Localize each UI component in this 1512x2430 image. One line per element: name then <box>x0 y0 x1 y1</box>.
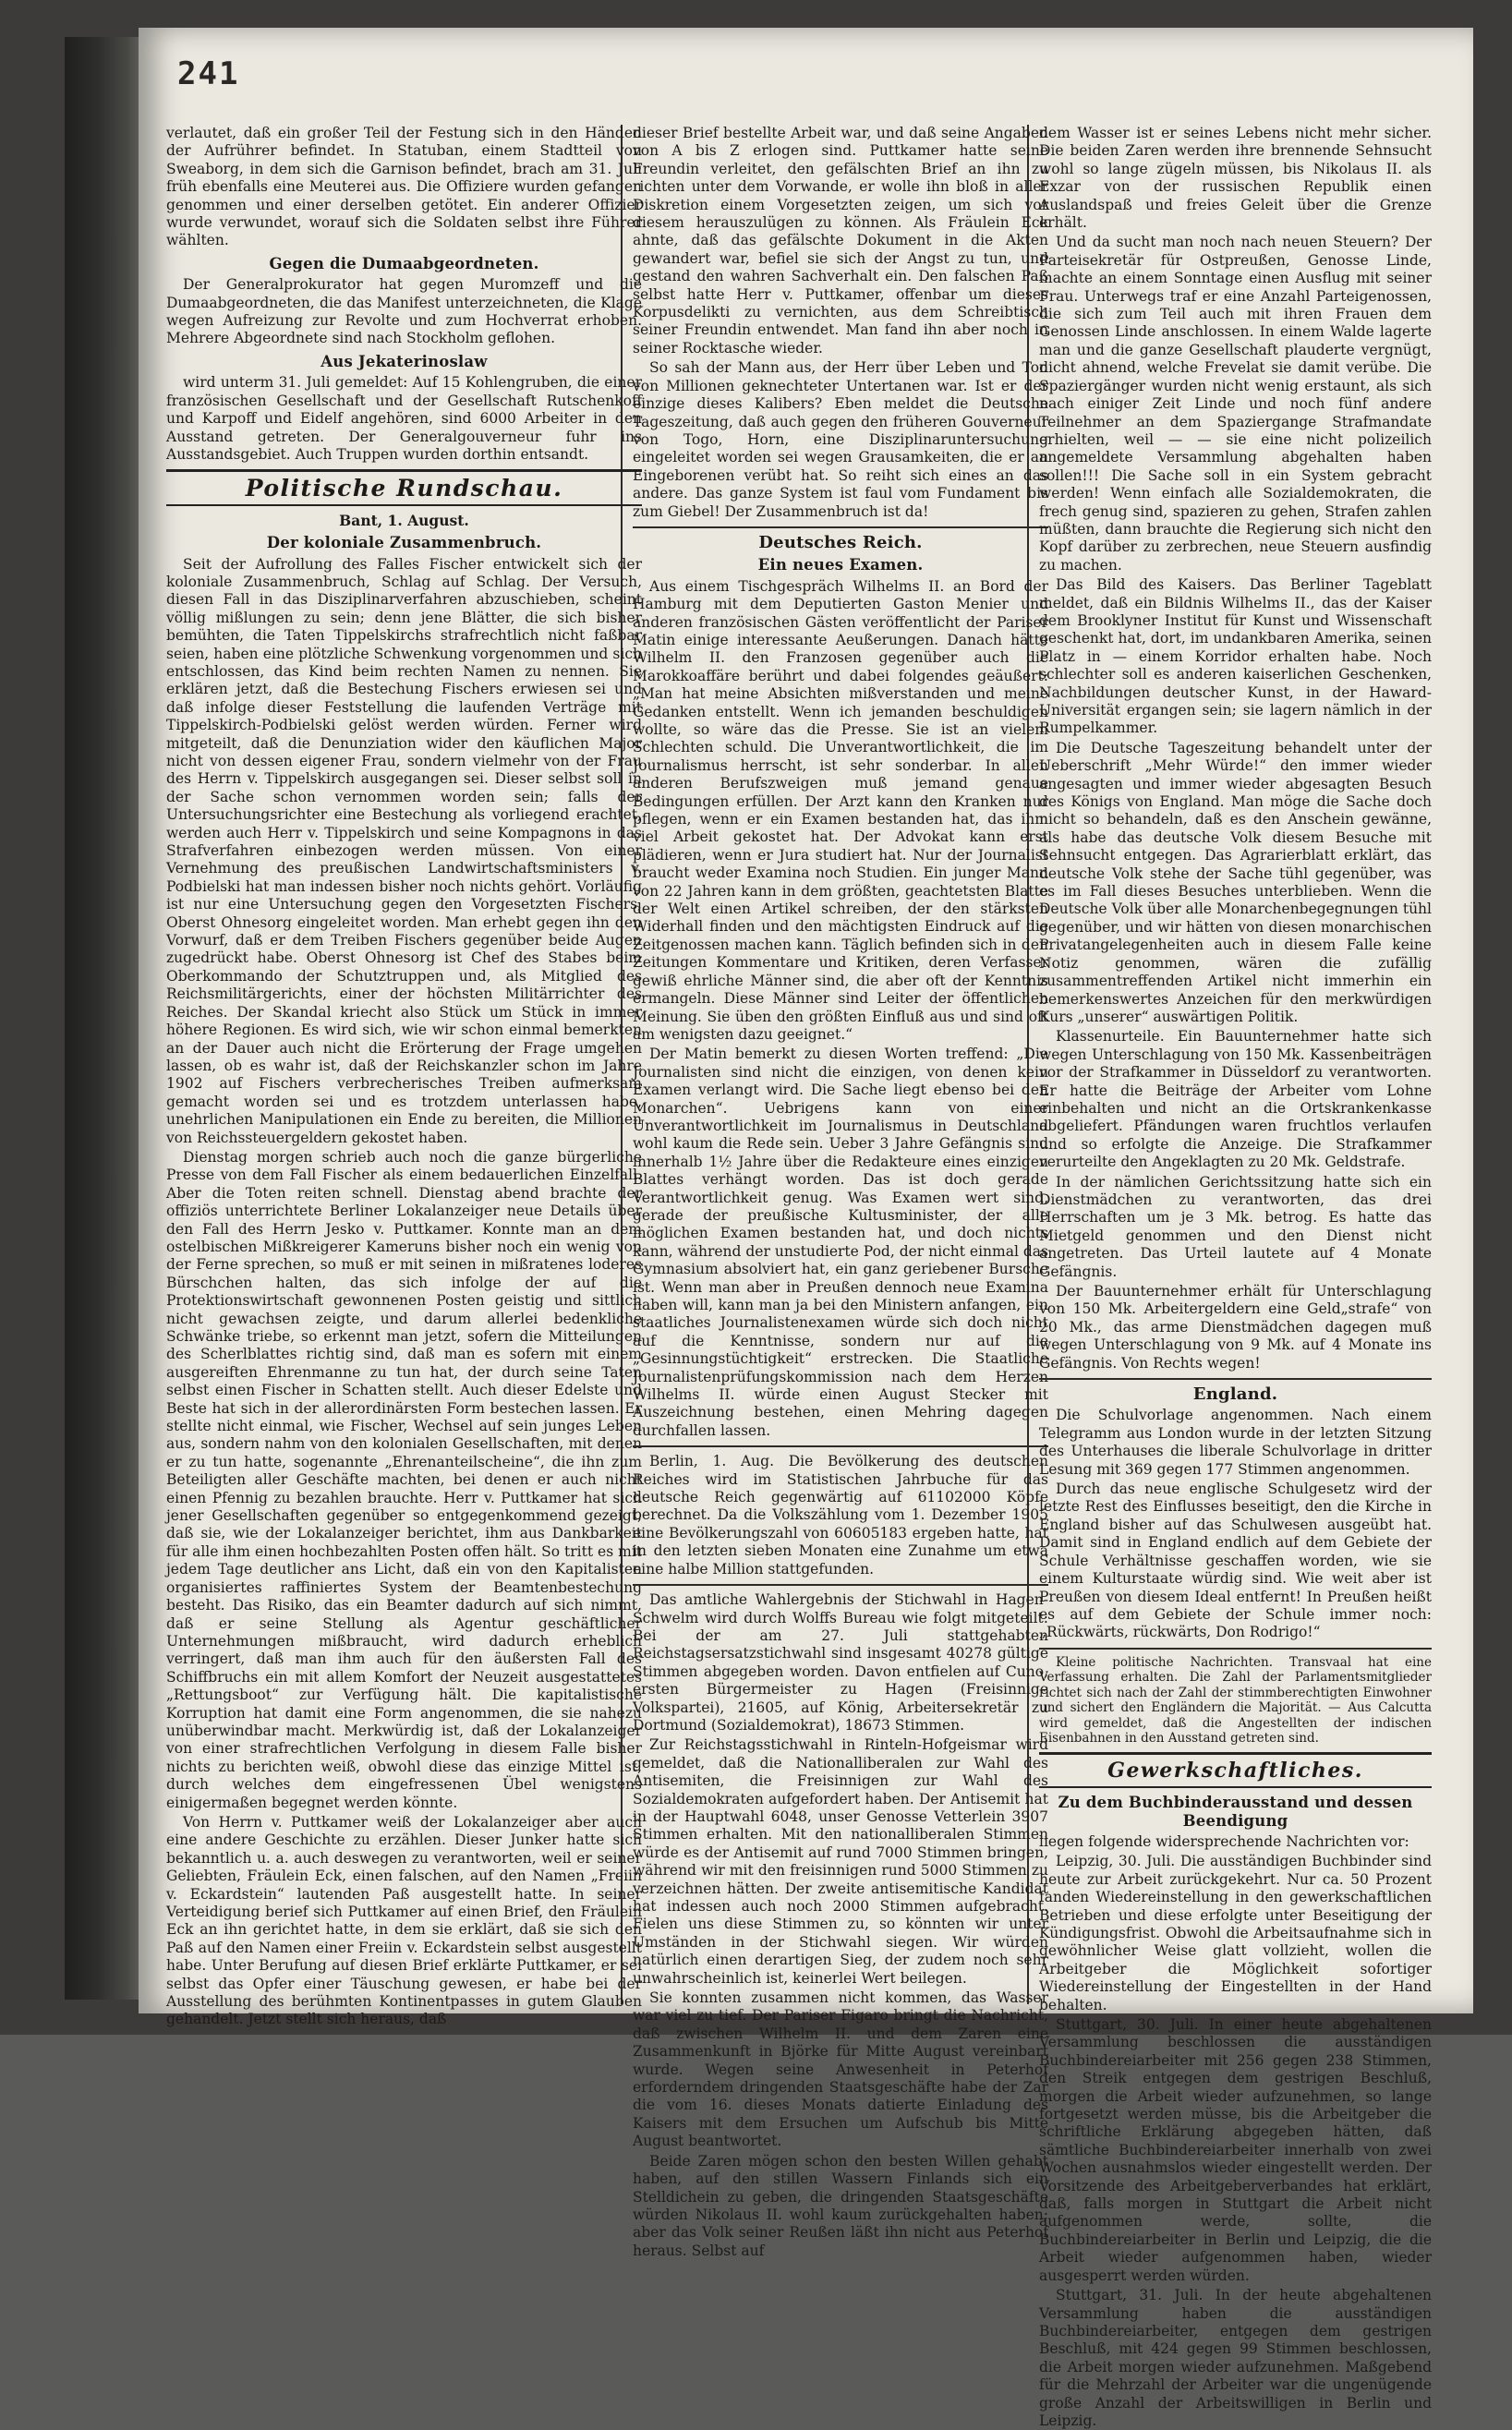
section-header-box <box>166 469 642 505</box>
article-paragraph: verlautet, daß ein großer Teil der Festung sich in den Händen der Aufrührer befindet. In Statuban, einem Stadtteil von Sweaborg, in dem sich die Garnison befindet, brach am 31. Juli früh ebenfalls eine Meuterei aus. Die Offiziere wurden gefangen genommen und einer derselben getötet. Ein anderer Offizier wurde verwundet, worauf sich die Soldaten selbst ihre Führer wählten. <box>166 125 642 249</box>
article-paragraph: In der nämlichen Gerichtssitzung hatte sich ein Dienstmädchen zu verantworten, das drei Herrschaften um je 3 Mk. betrog. Es hatte das Mietgeld genommen und den Dienst nicht angetreten. Das Urteil lautete auf 4 Monate Gefängnis. <box>1039 1173 1432 1280</box>
article-paragraph: Sie konnten zusammen nicht kommen, das Wasser war viel zu tief. Der Pariser Figaro bringt die Nachricht, daß zwischen Wilhelm II. und dem Zaren eine Zusammenkunft in Björke für Mitte August vereinbart wurde. Wegen seine Anwesenheit in Peterhof erforderndem dringenden Staatsgeschäfte habe der Zar die vom 16. dieses Monats datierte Einladung des Kaisers mit dem Ersuchen um Aufschub bis Mitte August beantwortet. <box>633 1989 1048 2150</box>
column-3 <box>1039 125 1432 2429</box>
article-paragraph: Das amtliche Wahlergebnis der Stichwahl in Hagen-Schwelm wird durch Wolffs Bureau wie folgt mitgeteilt: Bei der am 27. Juli stattgehabten Reichstagsersatzstichwahl sind insgesamt 40278 gültige Stimmen abgegeben worden. Davon entfielen auf Cuno, ersten Bürgermeister zu Hagen (Freisinnige Volkspartei), 21605, auf König, Arbeitersekretär zu Dortmund (Sozialdemokrat), 18673 Stimmen. <box>633 1591 1048 1734</box>
section-heading: England. <box>1192 1384 1278 1405</box>
newspaper-page <box>139 28 1473 2429</box>
article-paragraph: liegen folgende widersprechende Nachrichten vor: <box>1039 1832 1409 1850</box>
article-heading: Zu dem Buchbinderausstand und dessen Beendigung <box>1058 1794 1413 1830</box>
article-paragraph: Stuttgart, 31. Juli. In der heute abgehaltenen Versammlung haben die ausständigen Buchbindereiarbeiter, entgegen dem gestrigen Beschluß, mit 424 gegen 99 Stimmen beschlossen, die Arbeit morgen wieder aufzunehmen. Maßgebend für die Mehrzahl der Arbeiter war die ungenügende große Anzahl der Arbeitswilligen in Berlin und Leipzig. <box>1039 2287 1432 2429</box>
article-paragraph: dieser Brief bestellte Arbeit war, und daß seine Angaben von A bis Z erlogen sind. Puttkamer hatte seine Freundin verleitet, den gefälschten Brief an ihn zu richten unter dem Vorwande, er wolle ihn bloß in aller Diskretion einem Vorgesetzten zeigen, um sich vor diesem herauszulügen zu können. Als Fräulein Eck ahnte, daß das gefälschte Dokument in die Akten gewandert war, befiel sie sich der Angst zu tun, und gestand den wahren Sachverhalt ein. Den falschen Paß selbst hatte Herr v. Puttkamer, offenbar um dieses Korpusdelikti zu vernichten, aus dem Schreibtisch seiner Freundin entwendet. Man fand ihn aber noch in seiner Rocktasche wieder. <box>633 125 1048 357</box>
section-heading: Deutsches Reich. <box>758 532 923 552</box>
section-title: Gewerkschaftliches. <box>1107 1758 1363 1783</box>
article-paragraph: Klassenurteile. Ein Bauunternehmer hatte sich wegen Unterschlagung von 150 Mk. Kassenbeiträgen vor der Strafkammer in Düsseldorf zu verantworten. Er hatte die Beiträge der Arbeiter vom Lohne einbehalten und nicht an die Ortskrankenkasse abgeliefert. Pfändungen waren fruchtlos verlaufen und so erfolgte die Anzeige. Die Strafkammer verurteilte den Angeklagten zu 20 Mk. Geldstrafe. <box>1039 1028 1432 1171</box>
article-paragraph: Aus einem Tischgespräch Wilhelms II. an Bord der Hamburg mit dem Deputierten Gaston Menier und anderen französischen Gästen veröffentlicht der Pariser Matin einige interessante Aeußerungen. Danach hätte Wilhelm II. den Franzosen gegenüber auch die Marokkoaffäre berührt und dabei folgendes geäußert: „Man hat meine Absichten mißverstanden und meine Gedanken entstellt. Wenn ich jemanden beschuldigen wollte, so wäre das die Presse. Sie ist an vielem Schlechten schuld. Die Unverantwortlichkeit, die im Journalismus herrscht, ist sehr sonderbar. In allen anderen Berufszweigen muß jemand genaue Bedingungen erfüllen. Der Arzt kann den Kranken nur pflegen, wenn er ein Examen bestanden hat, das ihm viel Arbeit gekostet hat. Der Advokat kann erst plädieren, wenn er Jura studiert hat. Nur der Journalist braucht weder Examina noch Studien. Ein junger Mann von 22 Jahren kann in dem größten, geachtetsten Blatte der Welt einen Artikel schreiben, der den stärksten Widerhall finden und den mächtigsten Eindruck auf die Zeitgenossen machen kann. Täglich befinden sich in den Zeitungen Kommentare und Kritiken, deren Verfasser gewiß ehrliche Männer sind, die aber oft der Kenntnis ermangeln. Diese Männer sind Leiter der öffentlichen Meinung. Sie üben den größten Einfluß aus und sind oft am wenigsten dazu geeignet.“ <box>633 577 1048 1043</box>
article-paragraph: Berlin, 1. Aug. Die Bevölkerung des deutschen Reiches wird im Statistischen Jahrbuche für das deutsche Reich gegenwärtig auf 61102000 Köpfe berechnet. Da die Volkszählung vom 1. Dezember 1905 eine Bevölkerungszahl von 60605183 ergeben hatte, hat in den letzten sieben Monaten eine Zunahme um etwa eine halbe Million stattgefunden. <box>633 1453 1048 1578</box>
section-title: Politische Rundschau. <box>245 475 563 502</box>
article-paragraph: Kleine politische Nachrichten. Transvaal hat eine Verfassung erhalten. Die Zahl der Parlamentsmitglieder richtet sich nach der Zahl der stimmberechtigten Einwohner und sichert den Engländern die Majorität. — Aus Calcutta wird gemeldet, daß die Angestellten der indischen Eisenbahnen in den Ausstand getreten sind. <box>1039 1654 1432 1747</box>
article-heading: Aus Jekaterinoslaw <box>321 352 488 370</box>
divider <box>1039 1648 1432 1650</box>
article-paragraph: Die Deutsche Tageszeitung behandelt unter der Ueberschrift „Mehr Würde!“ den immer wieder angesagten und immer wieder abgesagten Besuch des Königs von England. Man möge die Sache doch nicht so behandeln, daß es den Anschein gewänne, als habe das deutsche Volk diesem Besuche mit Sehnsucht entgegen. Das Agrarierblatt erklärt, das deutsche Volk stehe der Sache tühl gegenüber, was es im Fall dieses Besuches unterblieben. Wenn die Deutsche Volk über alle Monarchenbegegnungen tühl gegenüber, und wir hätten von diesen monarchischen Privatangelegenheiten auch in diesem Falle keine Notiz genommen, wären die zufällig zusammentreffenden Artikel nicht immerhin ein bemerkenswertes Anzeichen für den merkwürdigen Kurs „unserer“ auswärtigen Politik. <box>1039 739 1432 1025</box>
column-1 <box>166 125 642 2028</box>
article-heading: Der koloniale Zusammenbruch. <box>266 534 542 552</box>
article-paragraph: Beide Zaren mögen schon den besten Willen gehabt haben, auf den stillen Wassern Finlands sich ein Stelldichein zu geben, die dringenden Staatsgeschäfte würden Nikolaus II. wohl kaum zurückgehalten haben; aber das Volk seiner Reußen läßt ihn nicht aus Peterhof heraus. Selbst auf <box>633 2152 1048 2259</box>
article-paragraph: wird unterm 31. Juli gemeldet: Auf 15 Kohlengruben, die einer französischen Gesellschaft und der Gesellschaft Rutschenkoff und Karpoff und Eidelf angehören, sind 6000 Arbeiter in den Ausstand getreten. Der Generalgouverneur fuhr ins Ausstandsgebiet. Auch Truppen wurden dorthin entsandt. <box>166 374 642 463</box>
article-paragraph: Leipzig, 30. Juli. Die ausständigen Buchbinder sind heute zur Arbeit zurückgekehrt. Nur ca. 50 Prozent fanden Wiedereinstellung in den gewerkschaftlichen Betrieben und diese erfolgte unter Beseitigung der Kündigungsfrist. Obwohl die Arbeitsaufnahme sich in gewöhnlicher Weise glatt vollzieht, wollen die Arbeitgeber die Möglichkeit sofortiger Wiedereinstellung der Eingestellten in der Hand behalten. <box>1039 1853 1432 2013</box>
divider <box>633 526 1048 528</box>
article-heading: Gegen die Dumaabgeordneten. <box>269 254 539 272</box>
article-paragraph: dem Wasser ist er seines Lebens nicht mehr sicher. Die beiden Zaren werden ihre brennende Sehnsucht wohl so lange zügeln müssen, bis Nikolaus II. als Exzar von der russischen Republik einen Auslandspaß und freies Geleit über die Grenze erhält. <box>1039 125 1432 232</box>
divider <box>1039 1378 1432 1380</box>
book-binding <box>65 37 148 2000</box>
article-paragraph: Zur Reichstagsstichwahl in Rinteln-Hofgeismar wird gemeldet, daß die Nationalliberalen zur Wahl des Antisemiten, die Freisinnigen zur Wahl des Sozialdemokraten aufgefordert haben. Der Antisemit hat in der Hauptwahl 6048, unser Genosse Vetterlein 3907 Stimmen erhalten. Mit den nationalliberalen Stimmen würde es der Antisemit auf rund 7000 Stimmen bringen, während wir mit den freisinnigen rund 5000 Stimmen zu verzeichnen hätten. Der zweite antisemitische Kandidat hat indessen auch noch 2000 Stimmen aufgebracht. Fielen uns diese Stimmen zu, so könnten wir unter Umständen in der Stichwahl siegen. Wir würden natürlich einen derartigen Sieg, der zudem noch sehr unwahrscheinlich ist, keinerlei Wert beilegen. <box>633 1736 1048 1987</box>
section-header-box <box>1039 1752 1432 1788</box>
article-paragraph: Durch das neue englische Schulgesetz wird der letzte Rest des Einflusses beseitigt, den die Kirche in England bisher auf das Schulwesen ausgeübt hat. Damit sind in England endlich auf dem Gebiete der Schule Verhältnisse geschaffen worden, wie sie einem Kulturstaate würdig sind. Wie weit aber ist Preußen von diesem Ideal entfernt! In Preußen heißt es auf dem Gebiete der Schule immer noch: „Rückwärts, rückwärts, Don Rodrigo!“ <box>1039 1481 1432 1641</box>
page-number: 241 <box>177 55 240 92</box>
article-paragraph: Das Bild des Kaisers. Das Berliner Tageblatt meldet, daß ein Bildnis Wilhelms II., das der Kaiser dem Brooklyner Institut für Kunst und Wissenschaft geschenkt hat, dort, im undankbaren Amerika, seinen Platz in — einem Korridor erhalten habe. Noch schlechter soll es anderen kaiserlichen Geschenken, Nachbildungen deutscher Kunst, in der Haward-Universität ergangen sein; sie lagern nämlich in der Rumpelkammer. <box>1039 576 1432 737</box>
divider <box>633 1445 1048 1447</box>
article-paragraph: Der Bauunternehmer erhält für Unterschlagung von 150 Mk. Arbeitergeldern eine Geld„strafe“ von 20 Mk., das arme Dienstmädchen dagegen muß wegen Unterschlagung von 9 Mk. auf 4 Monate ins Gefängnis. Von Rechts wegen! <box>1039 1283 1432 1372</box>
article-paragraph: Stuttgart, 30. Juli. In einer heute abgehaltenen Versammlung beschlossen die ausständigen Buchbindereiarbeiter mit 256 gegen 238 Stimmen, den Streik entgegen dem gestrigen Beschluß, morgen die Arbeit wieder aufzunehmen, so lange fortgesetzt werden müsse, bis die Arbeitgeber die schriftliche Erklärung abgegeben hätten, daß sämtliche Buchbindereiarbeiter innerhalb von zwei Wochen ausnahmslos wieder eingestellt werden. Der Vorsitzende des Arbeitgeberverbandes hat erklärt, daß, falls morgen in Stuttgart die Arbeit nicht aufgenommen werde, sollte, die Buchbindereiarbeiter in Berlin und Leipzig, die die Arbeit wieder aufgenommen haben, wieder ausgesperrt werden würden. <box>1039 2016 1432 2284</box>
article-heading: Ein neues Examen. <box>757 556 924 574</box>
article-paragraph: Seit der Aufrollung des Falles Fischer entwickelt sich der koloniale Zusammenbruch, Schlag auf Schlag. Der Versuch, diesen Fall in das Disziplinarverfahren abzuschieben, scheint völlig mißlungen zu sein; denn jene Blätter, die sich bisher bemühten, die Taten Tippelskirchs strafrechtlich nicht faßbar seien, haben eine plötzliche Schwenkung vorgenommen und sich entschlossen, das Kind beim rechten Namen zu nennen. Sie erklären jetzt, daß die Bestechung Fischers erwiesen sei und daß infolge dieser Feststellung die laufenden Verträge mit Tippelskirch-Podbielski gelöst werden würden. Ferner wird mitgeteilt, daß die Denunziation wider den käuflichen Major nicht von dessen eigener Frau, sondern vielmehr von der Frau des Herrn v. Tippelskirch ausgegangen sei. Dieser selbst soll in der Sache schon vernommen worden sein; falls der Untersuchungsrichter eine Bestechung als vorliegend erachtet, werden auch Herr v. Tippelskirch und seine Kompagnons in das Strafverfahren einbezogen werden müssen. Von einer Vernehmung des preußischen Landwirtschaftsministers v. Podbielski hat man indessen bisher noch nichts gehört. Vorläufig ist nur eine Untersuchung gegen den Vorgesetzten Fischers, Oberst Ohnesorg eingeleitet worden. Man erhebt gegen ihn den Vorwurf, daß er dem Treiben Fischers gegenüber beide Augen zugedrückt habe. Oberst Ohnesorg ist Chef des Stabes beim Oberkommando der Schutztruppen und, als Mitglied des Reichsmilitärgerichts, einer der höchsten Militärrichter des Reiches. Der Skandal kriecht also Stück um Stück in immer höhere Regionen. Es wird sich, wie wir schon einmal bemerkten an der Dauer auch nicht die Erörterung der Frage umgehen lassen, ob es wahr ist, daß der Reichskanzler schon im Jahre 1902 auf Fischers verbrecherisches Treiben aufmerksam gemacht worden sei und es trotzdem unterlassen habe, unehrlichen Manipulationen ein Ende zu bereiten, die Millionen von Reichssteuergeldern gekostet haben. <box>166 555 642 1146</box>
article-paragraph: Die Schulvorlage angenommen. Nach einem Telegramm aus London wurde in der letzten Sitzung des Unterhauses die liberale Schulvorlage in dritter Lesung mit 369 gegen 177 Stimmen angenommen. <box>1039 1407 1432 1478</box>
article-paragraph: Dienstag morgen schrieb auch noch die ganze bürgerliche Presse von dem Fall Fischer als einem bedauerlichen Einzelfall. Aber die Toten reiten schnell. Dienstag abend brachte der offiziös unterrichtete Berliner Lokalanzeiger neue Details über den Fall des Herrn Jesko v. Puttkamer. Konnte man an dem ostelbischen Mißkreigerer Kameruns bisher noch ein wenig von der Ferne sprechen, so muß er mit seinen in mißratenes loderes Bürschchen halten, das sich infolge der auf die Protektionswirtschaft gewonnenen Posten geistig und sittlich nicht gewachsen zeigte, und darum allerlei bedenkliche Schwänke triebe, so erkennt man jetzt, sofern die Mitteilungen des Scherlblattes richtig sind, daß man es sofern mit einem ausgereiften Ehrenmanne zu tun hat, der durch seine Taten selbst einen Fischer in Schatten stellt. Auch dieser Edelste und Beste hat sich in der allerordinärsten Form bestechen lassen. Er stellte nicht einmal, wie Fischer, Wechsel auf sein junges Leben aus, sondern nahm von den kolonialen Gesellschaften, mit denen er zu tun hatte, sogenannte „Ehrenanteilscheine“, die ihn zum Beteiligten aller Geschäfte machten, bei denen er auch nicht einen Pfennig zu bezahlen brauchte. Herr v. Puttkamer hat sich jener Gesellschaften gegenüber so entgegenkommend gezeigt, daß sie, wie der Lokalanzeiger berichtet, ihm aus Dankbarkeit für alle ihm einen hochbezahlten Posten offen hält. So tritt es mit jedem Tage deutlicher ans Licht, daß ein von den Kapitalisten organisiertes raffiniertes System der Beamtenbestechung besteht. Das Risiko, das ein Beamter dadurch auf sich nimmt, daß er seine Stellung als Agentur geschäftlicher Unternehmungen mißbraucht, wird dadurch erheblich verringert, daß man ihm auch für den äußersten Fall des Schiffbruchs ein mit allem Komfort der Neuzeit ausgestattetes „Rettungsboot“ zur Verfügung hält. Die kapitalistische Korruption hat damit eine Form angenommen, die sie nahezu unüberwindbar macht. Merkwürdig ist, daß der Lokalanzeiger von einer strafrechtlichen Verfolgung in diesem Falle bisher nichts zu berichten weiß, obwohl diese das einzige Mittel ist, durch welches dem eingefressenen Übel wenigstens einigermaßen begegnet werden könnte. <box>166 1148 642 1811</box>
article-paragraph: Der Generalprokurator hat gegen Muromzeff und die Dumaabgeordneten, die das Manifest unterzeichneten, die Klage wegen Aufreizung zur Revolte und zum Hochverrat erhoben. Mehrere Abgeordnete sind nach Stockholm geflohen. <box>166 276 642 347</box>
dateline: Bant, 1. August. <box>339 511 469 529</box>
divider <box>633 1584 1048 1586</box>
article-paragraph: So sah der Mann aus, der Herr über Leben und Tod von Millionen geknechteter Untertanen war. Ist er der einzige dieses Kalibers? Eben meldet die Deutsche Tageszeitung, daß auch gegen den früheren Gouverneur von Togo, Horn, eine Disziplinaruntersuchung eingeleitet worden sei wegen Grausamkeiten, die er an Eingeborenen verübt hat. So reiht sich eines an das andere. Das ganze System ist faul vom Fundament bis zum Giebel! Der Zusammenbruch ist da! <box>633 359 1048 520</box>
article-paragraph: Der Matin bemerkt zu diesen Worten treffend: „Die Journalisten sind nicht die einzigen, von denen kein Examen verlangt wird. Die Sache liegt ebenso bei den Monarchen“. Uebrigens kann von einer Unverantwortlichkeit im Journalismus in Deutschland wohl kaum die Rede sein. Ueber 3 Jahre Gefängnis sind innerhalb 1½ Jahre über die Redakteure eines einzigen Blattes verhängt worden. Das ist doch gerade Verantwortlichkeit genug. Was Examen wert sind, gerade der preußische Kultusminister, der alle möglichen Examen bestanden hat, und doch nichts kann, während der unstudierte Pod, der nicht einmal das Gymnasium absolviert hat, ein ganz geriebener Bursche ist. Wenn man aber in Preußen dennoch neue Examina haben will, kann man ja bei den Ministern anfangen, ein staatliches Journalistenexamen würde sich doch nicht auf die Kenntnisse, sondern nur auf die „Gesinnungstüchtigkeit“ erstrecken. Die Staatliche Journalistenprüfungskommission nach dem Herzen Wilhelms II. würde einen August Stecker mit Auszeichnung bestehen, einen Mehring dagegen durchfallen lassen. <box>633 1046 1048 1439</box>
column-2 <box>633 125 1048 2259</box>
article-paragraph: Von Herrn v. Puttkamer weiß der Lokalanzeiger aber auch eine andere Geschichte zu erzählen. Dieser Junker hatte sich bekanntlich u. a. auch deswegen zu verantworten, weil er seiner Geliebten, Fräulein Eck, einen falschen, auf den Namen „Freiin v. Eckardstein“ lautenden Paß ausgestellt hatte. In seiner Verteidigung berief sich Puttkamer auf einen Brief, den Fräulein Eck an ihn gerichtet hatte, in dem sie erklärt, daß sie sich den Paß auf den Namen einer Freiin v. Eckardstein selbst ausgestellt habe. Unter Berufung auf diesen Brief erklärte Puttkamer, er sei selbst das Opfer einer Täuschung gewesen, er habe bei der Ausstellung des berühmten Kontinentpasses in gutem Glauben gehandelt. Jetzt stellt sich heraus, daß <box>166 1813 642 2028</box>
article-paragraph: Und da sucht man noch nach neuen Steuern? Der Parteisekretär für Ostpreußen, Genosse Linde, machte an einem Sonntage einen Ausflug mit seiner Frau. Unterwegs traf er eine Anzahl Parteigenossen, die sich zum Teil auch mit ihren Frauen dem Genossen Linde anschlossen. In einem Walde lagerte man und die ganze Gesellschaft plauderte vergnügt, nicht ahnend, welche Frevelat sie damit verübe. Die Spaziergänger wurden nicht wenig erstaunt, als sich nach einiger Zeit Linde und noch fünf andere Teilnehmer an dem Spaziergange Strafmandate erhielten, weil — — sie eine nicht polizeilich angemeldete Versammlung abgehalten haben sollen!!! Die Sache soll in ein System gebracht werden! Wenn einfach alle Sozialdemokraten, die frech genug sind, spazieren zu gehen, Strafen zahlen müßten, dann brauchte die Regierung sich nicht den Kopf darüber zu zerbrechen, neue Steuern ausfindig zu machen. <box>1039 234 1432 574</box>
